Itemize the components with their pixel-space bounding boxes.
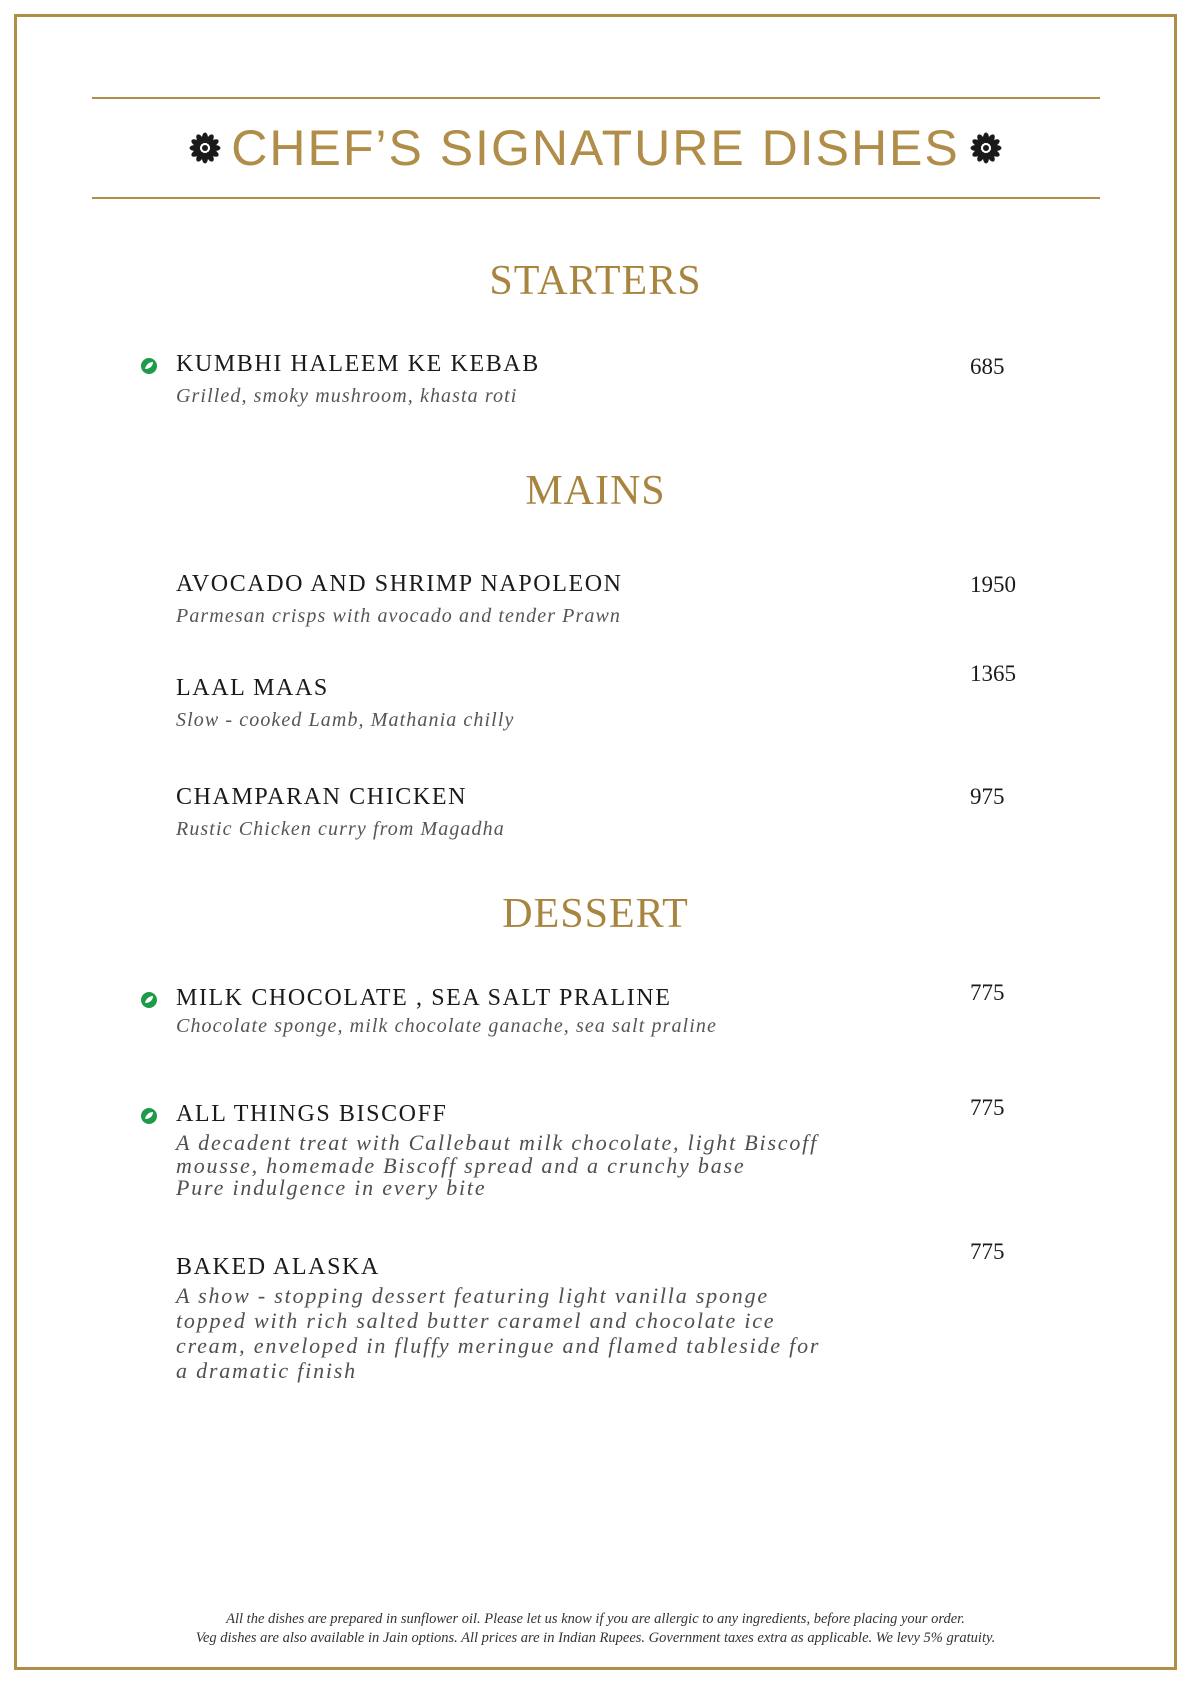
- item-description-line: mousse, homemade Biscoff spread and a crunchy base: [176, 1153, 746, 1178]
- item-name: KUMBHI HALEEM KE KEBAB: [176, 351, 540, 377]
- item-price: 1365: [970, 661, 1016, 686]
- item-price: 1950: [970, 572, 1016, 597]
- item-description-line: A decadent treat with Callebaut milk chocolate, light Biscoff: [176, 1130, 818, 1155]
- item-name: LAAL MAAS: [176, 675, 329, 701]
- menu-item: [176, 1253, 856, 1383]
- veg-leaf-icon: [140, 357, 158, 375]
- item-price: 975: [970, 784, 1005, 809]
- rosette-icon: [970, 132, 1002, 164]
- item-description: Grilled, smoky mushroom, khasta roti: [176, 385, 518, 407]
- section-title-dessert: DESSERT: [502, 891, 689, 937]
- menu-item: [176, 783, 856, 841]
- item-description: Rustic Chicken curry from Magadha: [176, 818, 505, 840]
- item-description-line: topped with rich salted butter caramel and chocolate ice: [176, 1308, 776, 1333]
- item-name: AVOCADO AND SHRIMP NAPOLEON: [176, 571, 623, 597]
- section-title-mains: MAINS: [525, 468, 666, 514]
- item-price: 775: [970, 1095, 1005, 1120]
- item-name: ALL THINGS BISCOFF: [176, 1101, 448, 1127]
- veg-leaf-icon: [140, 1107, 158, 1125]
- item-price: 775: [970, 1239, 1005, 1264]
- rosette-icon: [189, 132, 221, 164]
- page-title: CHEF’S SIGNATURE DISHES: [231, 120, 960, 176]
- item-description: Parmesan crisps with avocado and tender Prawn: [176, 605, 622, 627]
- menu-item: [176, 570, 856, 628]
- item-description: [176, 1130, 856, 1199]
- item-name: BAKED ALASKA: [176, 1254, 380, 1280]
- menu-item: [176, 350, 856, 408]
- item-description-line: A show - stopping dessert featuring light vanilla sponge: [176, 1283, 769, 1308]
- item-description: Chocolate sponge, milk chocolate ganache, sea salt praline: [176, 1015, 717, 1037]
- item-description: [176, 1283, 856, 1383]
- item-description-line: Pure indulgence in every bite: [176, 1175, 487, 1200]
- item-description: Slow - cooked Lamb, Mathania chilly: [176, 709, 515, 731]
- menu-item: [176, 984, 856, 1038]
- section-title-starters: STARTERS: [489, 258, 702, 304]
- veg-leaf-icon: [140, 991, 158, 1009]
- item-name: CHAMPARAN CHICKEN: [176, 784, 468, 810]
- item-name: MILK CHOCOLATE , SEA SALT PRALINE: [176, 985, 672, 1011]
- footer-note: [0, 1610, 1191, 1648]
- header-rule-top: [92, 97, 1100, 99]
- menu-item: [176, 674, 856, 732]
- footer-line: All the dishes are prepared in sunflower oil. Please let us know if you are allergic to any ingredients, before placing your order.: [226, 1611, 965, 1627]
- item-description-line: a dramatic finish: [176, 1358, 357, 1383]
- item-description-line: cream, enveloped in fluffy meringue and flamed tableside for: [176, 1333, 821, 1358]
- item-price: 775: [970, 980, 1005, 1005]
- header-rule-bottom: [92, 197, 1100, 199]
- footer-line: Veg dishes are also available in Jain options. All prices are in Indian Rupees. Government taxes extra as applicable. We levy 5% gratuity.: [195, 1630, 996, 1646]
- menu-item: [176, 1100, 856, 1199]
- item-price: 685: [970, 354, 1005, 379]
- page-header: [0, 114, 1191, 182]
